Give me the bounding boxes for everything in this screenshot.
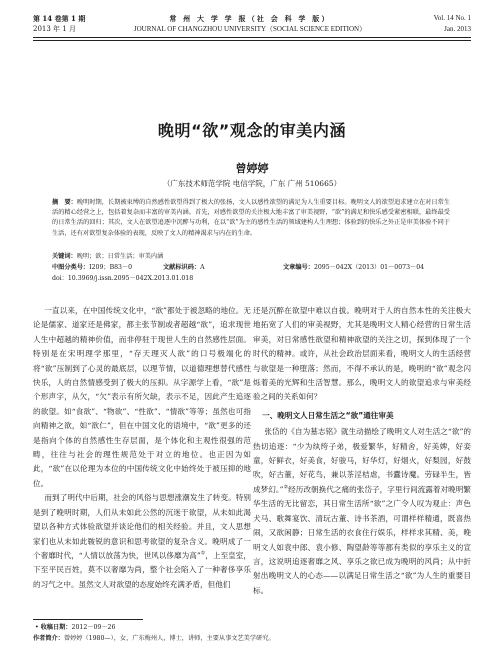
- document-code: [163, 263, 205, 272]
- author-bio: [33, 633, 471, 644]
- doccode-value: A: [200, 264, 205, 271]
- doi: [52, 274, 193, 283]
- doi-label: doi：: [52, 275, 68, 282]
- body-column-right: [253, 304, 471, 598]
- body-column-left: [33, 304, 251, 592]
- received-label: 收稿日期：: [40, 624, 72, 631]
- artno-value: 2095－042X（2013）01－0073－04: [313, 264, 425, 271]
- abstract-text: 晚明时期，长期被束缚的自然感性欲望得到了极大的张扬，文人以感性欲望的满足为人生重要目标。晚明文人的欲望追求建立在对日常生活的精心经营之上，包括着复杂而丰富的审美内涵。首先，对感性欲望的关注极大地丰富了审美视野，“欲”的满足和快乐感受紧密相联，最终最受的日常生活的回归；其次，文人在欲望追逐中沉醉与功利，在以“欲”为主的感性生活的领域建构人生理想；体验到的快乐之外正是审美体验不同于生活，还有对欲望复杂体验的表现，反映了文人的精神渴求与内在的生命。: [52, 199, 451, 237]
- footnote-ref: ①: [200, 550, 206, 557]
- keywords-label: 关键词：: [52, 253, 77, 260]
- footnote: [33, 622, 471, 644]
- body-paragraph: [253, 425, 471, 598]
- artno-label: 文章编号：: [283, 264, 314, 271]
- bio-value: 曾婷婷（1980—），女，广东梅州人，博士，讲师，主要从事文艺美学研究。: [63, 635, 275, 642]
- clc-value: I209；B83－0: [89, 264, 133, 271]
- paragraph-text: 经历改朝换代之痛的张岱子，字里行间流露着对晚明繁华生活的无比留恋，其日常生活所“欲”之广令人叹为观止：声色犬马、歌舞宴饮、清玩古董、诗书茶酒，可谓样样精通，既喜热闹，又欲闲静；日常生活的衣食住行娱乐，样样求其精、美，晚明文人如袁中郎、袁小修、陶望龄等等都有类似的享乐主义的宣言，这说明追逐奢靡之风、享乐之欲已成为晚明的风尚；从中折射出晚明文人的心态——以满足日常生活之“欲”为人生的重要目标。: [253, 484, 472, 595]
- author-name: 曾婷婷: [235, 162, 269, 175]
- abstract-label: 摘 要：: [52, 199, 77, 206]
- author-affiliation: （广东技术师范学院 电信学院，广东 广州 510665）: [162, 179, 342, 188]
- keywords-text: 晚明；欲；日常生活；审美内涵: [76, 253, 164, 260]
- keywords: [52, 252, 163, 261]
- article-number: [283, 263, 424, 272]
- doi-value: 10.3969/j.issn.2095－042X.2013.01.018: [67, 275, 194, 282]
- received-value: 2012－09－26: [71, 624, 116, 631]
- footnote-ref: ②: [283, 484, 289, 491]
- clc-label: 中图分类号：: [52, 264, 90, 271]
- issue-date: 2013 年 1 月: [33, 25, 76, 33]
- paragraph-text: 张岱的《自为墓志铭》就生动描绘了晚明文人对生活之“欲”的热切追逐：“少为纨绔子弟，极爱繁华，好精舍，好美婢，好娈童，好鲜衣，好美食，好骏马，好华灯，好烟火，好梨园，好鼓吹，好古董，好花鸟，兼以茶淫桔虐，书蠹诗魔。劳碌半生，皆成梦幻。”: [253, 427, 471, 494]
- section-heading: 一、晚明文人日常生活之“欲”通往审美: [262, 410, 394, 420]
- paragraph-text: 而到了明代中后期，社会的风俗与思想涨潮发生了转变。特别是到了晚明时期，人们从未如此公然的沉迷于欲望，从未如此渴望以各种方式体验欲望并谈论他们的相关经验。并且，文人思想家们也从未如此皲锐的意识和思考欲望的复杂含义。晚明成了一个奢靡时代，“人情以放荡为快，世风以侈靡为高”: [33, 493, 251, 560]
- clc-number: [52, 263, 132, 272]
- running-header: [0, 0, 504, 48]
- header-rule-thick: [33, 37, 471, 38]
- header-rule-thin: [33, 40, 471, 41]
- issue-date-en: Jan. 2013: [444, 25, 471, 33]
- journal-name-en: JOURNAL OF CHANGZHOU UNIVERSITY（SOCIAL SCIENCE EDITION）: [133, 25, 367, 33]
- paragraph-text: ，上至皇室，下至平民百姓，莫不以奢靡为尚，整个社会陷入了一种奢侈享乐的习气之中。虽然文人对欲望的态度始终充满矛盾，但他们: [33, 550, 252, 589]
- body-paragraph: 还是沉醉在欲望中难以自拔。晚明对于人的自然本性的关注极大地拓宽了人们的审美视野，尤其是晚明文人精心经营的日常生活审美，对日常感性欲望和精神欲望的关注之切，探到体现了一个时代的精神。或许，从社会政治层面来看，晚明文人的生活经营与欲望是一种堕落；然而，不得不承认的是，晚明的“欲”观念闪烁着美的光辉和生活智慧。那么，晚明文人的欲望追求与审美经验之间的关系如何？: [253, 306, 471, 402]
- journal-name-cn: 常 州 大 学 学 报（社 会 科 学 版）: [169, 14, 331, 23]
- body-paragraph: 一直以来，在中国传统文化中，“欲”都处于被忽略的地位。无论是儒家、道家还是佛家，都主张节制或者超越“欲”，追求现世人生中超越的精神价值，而非停驻于现世人生的自然感性层面。特别是在宋明理学那里，“存天理灭人欲”的口号极端化的将“欲”压制到了心灵的最底层，以理节情，以道德理想替代感性快乐，人的自然情感受到了极大的压抑。从字源学上看，“欲”是个形声字，从欠，“欠”表示有所欠缺，表示不足，因此产生追逐的欲望。如“食欲”、“物欲”、“性欲”、“情欲”等等；虽然也可指向精神之欲，如“欲仁”，但在中国文化的语境中，“欲”更多的还是指向个体的自然感性生存层面，是个体化和主观性很强的范畴，往往与社会的理性规范处于对立的地位。也正因为如此，“欲”在以伦理为本位的中国传统文化中始终处于被压抑的地位。: [33, 306, 251, 488]
- volume-issue-en: Vol. 14 No. 1: [433, 14, 471, 22]
- bio-label: 作者简介：: [33, 635, 64, 642]
- abstract: [52, 198, 450, 239]
- volume-issue: 第 14 卷第 1 期: [33, 14, 86, 23]
- article-title: 晚明“欲”观念的审美内涵: [157, 121, 347, 140]
- body-paragraph: [33, 491, 251, 592]
- received-date: • 收稿日期：2012－09－26: [33, 624, 116, 631]
- footnote-rule: [33, 619, 143, 620]
- doccode-label: 文献标识码：: [163, 264, 201, 271]
